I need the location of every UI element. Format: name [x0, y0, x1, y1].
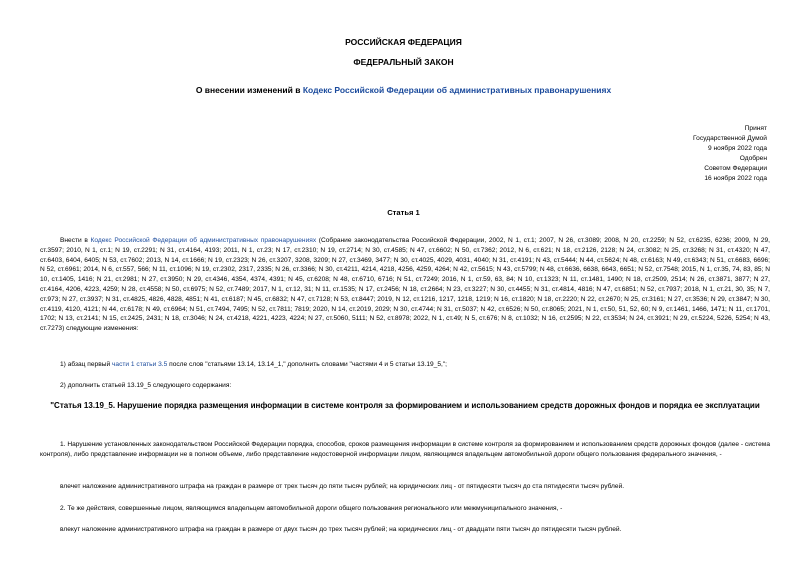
point-2-text: 2. Те же действия, совершенные лицом, являющимся владельцем автомобильной дороги общего пользования регионального или межмуниципального значения, - — [60, 505, 563, 512]
point-2-sanction-text: влекут наложение административного штрафа на граждан в размере от двух тысяч до трех тысяч рублей; на юридических лиц - от двадцати пяти тысяч до пятидесяти тысяч рублей. — [60, 526, 622, 533]
new-article-title: "Статья 13.19_5. Нарушение порядка размещения информации в системе контроля за формированием и использованием средств дорожных фондов и порядка ее эксплуатации — [50, 401, 760, 410]
law-title — [0, 85, 807, 95]
country-heading: РОССИЙСКАЯ ФЕДЕРАЦИЯ — [345, 37, 462, 47]
point-2 — [40, 504, 770, 514]
point-1-sanction — [40, 482, 770, 492]
law-title-prefix: О внесении изменений в — [195, 85, 303, 95]
intro-paragraph — [40, 236, 770, 334]
point-1-text: 1. Нарушение установленных законодательством Российской Федерации порядка, способов, сроков размещения информации в системе контроля за формированием и использованием средств дорожных фондов (далее - система контроля), либо представление информации не в полном объеме, либо представление недостоверной информации лицом, являющимся владельцем автомобильной дороги общего пользования федерального значения, - — [40, 441, 770, 458]
article-3-5-link[interactable]: части 1 статьи 3.5 — [111, 361, 168, 368]
intro-code-link[interactable]: Кодекс Российской Федерации об административных правонарушениях — [90, 237, 317, 244]
point-1-sanction-text: влечет наложение административного штрафа на граждан в размере от трех тысяч до пяти тысяч рублей; на юридических лиц - от пятидесяти тысяч до ста пятидесяти тысяч рублей. — [60, 483, 625, 490]
point-2-sanction — [40, 525, 770, 535]
adoption-line: Одобрен — [739, 155, 767, 162]
amendment-1-text: после слов "статьями 13.14, 13.14_1," дополнить словами "частями 4 и 5 статьи 13.19_5,"; — [167, 361, 447, 368]
adoption-line: Принят — [744, 125, 767, 132]
point-1 — [40, 440, 770, 460]
adoption-block — [567, 124, 767, 184]
intro-prefix: Внести в — [60, 237, 91, 244]
law-type-heading: ФЕДЕРАЛЬНЫЙ ЗАКОН — [353, 57, 454, 67]
amendment-2-text: 2) дополнить статьей 13.19_5 следующего содержания: — [60, 382, 232, 389]
adoption-line: 9 ноября 2022 года — [708, 145, 767, 152]
amendment-1-prefix: 1) абзац первый — [60, 361, 112, 368]
article-heading: Статья 1 — [387, 208, 420, 217]
intro-text: (Собрание законодательства Российской Федерации, 2002, N 1, ст.1; 2007, N 26, ст.3089; 2008, N 20, ст.2259; N 52, ст.6235, 6236; 2009, N 29, ст.3597; 2010, N 1, ст.1; N 19, ст.2291; N 31, ст.4164, 4193; 2011, N 1, ст.23; N 17, ст.2310; N 19, ст.2714; N 30, ст.4585; N 47, ст.6602; N 50, ст.7362; 2012, N 6, ст.621; N 18, ст.2126, 2128; N 24, ст.3082; N 25, ст.3268; N 31, ст.4320; N 47, ст.6403, 6404, 6405; N 53, ст.7602; 2013, N 14, ст.1666; N 19, ст.2323; N 26, ст.3207, 3208, 3209; N 27, ст.3469, 3477; N 30, ст.4025, 4029, 4031, 4040; N 31, ст.4191; N 43, ст.5444; N 44, ст.5624; N 48, ст.6163; N 49, ст.6343; N 51, ст.6683, 6696; N 52, ст.6961; 2014, N 6, ст.557, 566; N 11, ст.1096; N 19, ст.2302, 2317, 2335; N 26, ст.3366; N 30, ст.4211, 4214, 4218, 4256, 4259, 4264; N 42, ст.5615; N 43, ст.5799; N 48, ст.6636, 6638, 6643, 6651; N 52, ст.7548; 2015, N 1, ст.35, 74, 83, 85; N 10, ст.1405, 1416; N 21, ст.2981; N 27, ст.3950; N 29, ст.4346, 4354, 4374, 4391; N 45, ст.6208; N 48, ст.6710, 6716; N 51, ст.7249; 2016, N 1, ст.59, 63, 84; N 10, ст.1323; N 11, ст.1481, 1490; N 18, ст.2509, 2514; N 26, ст.3871, 3877; N 27, ст.4164, 4206, 4223, 4259; N 28, ст.4558; N 50, ст.6975; N 52, ст.7489; 2017, N 1, ст.12, 31; N 11, ст.1535; N 17, ст.2456; N 18, ст.2664; N 23, ст.3227; N 30, ст.4455; N 31, ст.4814, 4816; N 47, ст.6851; N 52, ст.7937; 2018, N 1, ст.21, 30, 35; N 7, ст.973; N 27, ст.3937; N 31, ст.4825, 4826, 4828, 4851; N 41, ст.6187; N 45, ст.6832; N 47, ст.7128; N 53, ст.8447; 2019, N 12, ст.1216, 1217, 1218, 1219; N 16, ст.1820; N 18, ст.2220; N 22, ст.2670; N 25, ст.3161; N 27, ст.3536; N 29, ст.3847; N 30, ст.4119, 4120, 4121; N 44, ст.6178; N 49, ст.6964; N 51, ст.7494, 7495; N 52, ст.7811; 7819; 2020, N 14, ст.2019, 2029; N 30, ст.4744; N 31, ст.5037; N 42, ст.6526; N 50, ст.8065; 2021, N 1, ст.50, 51, 52, 60; N 9, ст.1461, 1466, 1471; N 11, ст.1701, 1702; N 13, ст.2141; N 15, ст.2425, 2431; N 18, ст.3046; N 24, ст.4218, 4221, 4223, 4224; N 27, ст.5060, 5111; N 52, ст.8978; 2022, N 1, ст.49; N 5, ст.676; N 8, ст.1032; N 16, ст.2595; N 22, ст.3534; N 24, ст.3921; N 29, ст.5224, 5226, 5254; N 43, ст.7273) следующие изменения: — [40, 237, 770, 333]
amendment-1 — [40, 360, 770, 370]
adoption-line: 16 ноября 2022 года — [704, 175, 767, 182]
adoption-line: Государственной Думой — [693, 135, 767, 142]
adoption-line: Советом Федерации — [704, 165, 767, 172]
code-link[interactable]: Кодекс Российской Федерации об административных правонарушениях — [302, 85, 612, 95]
amendment-2 — [40, 381, 770, 391]
